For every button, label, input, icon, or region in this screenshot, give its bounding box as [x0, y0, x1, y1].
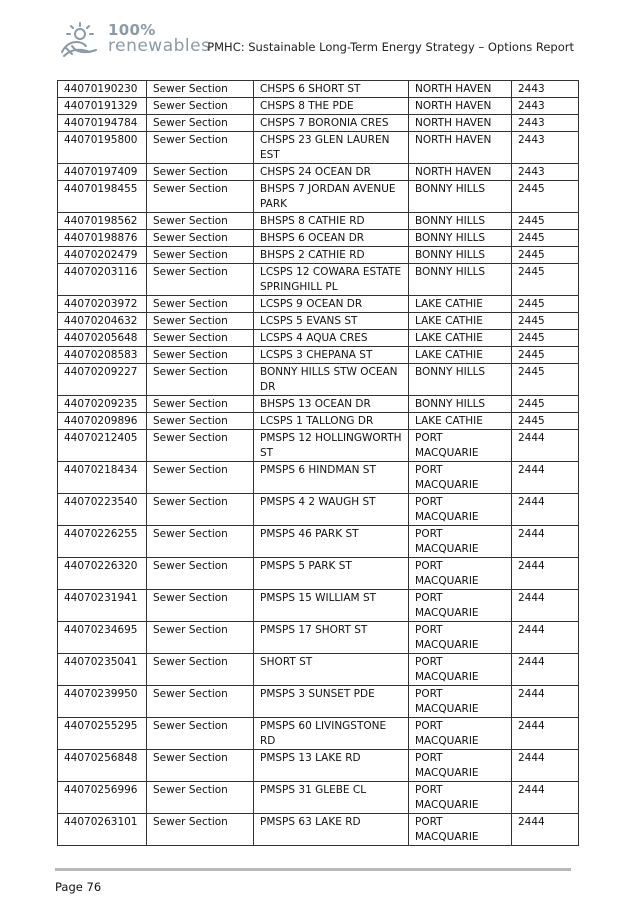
site-name-cell: BHSPS 2 CATHIE RD: [254, 247, 409, 264]
site-name-cell: PMSPS 17 SHORT ST: [254, 622, 409, 654]
postcode-cell: 2444: [512, 782, 579, 814]
suburb-cell: PORT MACQUARIE: [409, 654, 512, 686]
site-name-cell: PMSPS 15 WILLIAM ST: [254, 590, 409, 622]
postcode-cell: 2444: [512, 494, 579, 526]
nmi-cell: 44070218434: [58, 462, 147, 494]
section-cell: Sewer Section: [147, 115, 254, 132]
postcode-cell: 2445: [512, 181, 579, 213]
table-row: [58, 98, 579, 115]
site-name-cell: BONNY HILLS STW OCEAN DR: [254, 364, 409, 396]
suburb-cell: BONNY HILLS: [409, 213, 512, 230]
site-name-cell: LCSPS 5 EVANS ST: [254, 313, 409, 330]
postcode-cell: 2445: [512, 247, 579, 264]
table-row: [58, 526, 579, 558]
table-row: [58, 430, 579, 462]
suburb-cell: NORTH HAVEN: [409, 81, 512, 98]
table-row: [58, 347, 579, 364]
section-cell: Sewer Section: [147, 213, 254, 230]
postcode-cell: 2444: [512, 686, 579, 718]
suburb-cell: PORT MACQUARIE: [409, 814, 512, 846]
table-row: [58, 686, 579, 718]
section-cell: Sewer Section: [147, 396, 254, 413]
site-name-cell: LCSPS 9 OCEAN DR: [254, 296, 409, 313]
suburb-cell: LAKE CATHIE: [409, 313, 512, 330]
site-name-cell: LCSPS 4 AQUA CRES: [254, 330, 409, 347]
section-cell: Sewer Section: [147, 132, 254, 164]
section-cell: Sewer Section: [147, 181, 254, 213]
suburb-cell: PORT MACQUARIE: [409, 494, 512, 526]
logo-line-2: renewables: [108, 36, 211, 56]
nmi-cell: 44070203116: [58, 264, 147, 296]
suburb-cell: PORT MACQUARIE: [409, 558, 512, 590]
postcode-cell: 2445: [512, 347, 579, 364]
site-name-cell: PMSPS 63 LAKE RD: [254, 814, 409, 846]
section-cell: Sewer Section: [147, 686, 254, 718]
postcode-cell: 2445: [512, 413, 579, 430]
section-cell: Sewer Section: [147, 654, 254, 686]
table-row: [58, 264, 579, 296]
section-cell: Sewer Section: [147, 718, 254, 750]
table-row: [58, 313, 579, 330]
table-row: [58, 115, 579, 132]
table-row: [58, 494, 579, 526]
section-cell: Sewer Section: [147, 164, 254, 181]
postcode-cell: 2443: [512, 164, 579, 181]
nmi-cell: 44070204632: [58, 313, 147, 330]
postcode-cell: 2445: [512, 396, 579, 413]
site-name-cell: LCSPS 3 CHEPANA ST: [254, 347, 409, 364]
nmi-cell: 44070256996: [58, 782, 147, 814]
site-name-cell: BHSPS 8 CATHIE RD: [254, 213, 409, 230]
site-name-cell: BHSPS 13 OCEAN DR: [254, 396, 409, 413]
table-row: [58, 213, 579, 230]
section-cell: Sewer Section: [147, 313, 254, 330]
table-row: [58, 814, 579, 846]
nmi-cell: 44070256848: [58, 750, 147, 782]
sun-leaf-logo-icon: [58, 22, 102, 60]
postcode-cell: 2444: [512, 430, 579, 462]
postcode-cell: 2444: [512, 718, 579, 750]
nmi-cell: 44070226255: [58, 526, 147, 558]
suburb-cell: NORTH HAVEN: [409, 98, 512, 115]
suburb-cell: PORT MACQUARIE: [409, 686, 512, 718]
table-row: [58, 750, 579, 782]
section-cell: Sewer Section: [147, 330, 254, 347]
postcode-cell: 2445: [512, 213, 579, 230]
nmi-cell: 44070239950: [58, 686, 147, 718]
postcode-cell: 2445: [512, 264, 579, 296]
suburb-cell: LAKE CATHIE: [409, 413, 512, 430]
site-name-cell: PMSPS 4 2 WAUGH ST: [254, 494, 409, 526]
table-row: [58, 330, 579, 347]
section-cell: Sewer Section: [147, 462, 254, 494]
nmi-cell: 44070226320: [58, 558, 147, 590]
postcode-cell: 2443: [512, 115, 579, 132]
table-row: [58, 181, 579, 213]
nmi-cell: 44070235041: [58, 654, 147, 686]
suburb-cell: LAKE CATHIE: [409, 347, 512, 364]
report-title: PMHC: Sustainable Long-Term Energy Strategy – Options Report: [207, 40, 574, 54]
table-row: [58, 230, 579, 247]
nmi-cell: 44070194784: [58, 115, 147, 132]
table-row: [58, 396, 579, 413]
suburb-cell: PORT MACQUARIE: [409, 526, 512, 558]
nmi-cell: 44070212405: [58, 430, 147, 462]
suburb-cell: PORT MACQUARIE: [409, 430, 512, 462]
nmi-cell: 44070209227: [58, 364, 147, 396]
suburb-cell: PORT MACQUARIE: [409, 462, 512, 494]
postcode-cell: 2444: [512, 462, 579, 494]
table-row: [58, 164, 579, 181]
site-name-cell: PMSPS 31 GLEBE CL: [254, 782, 409, 814]
table-row: [58, 558, 579, 590]
section-cell: Sewer Section: [147, 413, 254, 430]
table-row: [58, 782, 579, 814]
nmi-cell: 44070198876: [58, 230, 147, 247]
nmi-cell: 44070198455: [58, 181, 147, 213]
postcode-cell: 2444: [512, 526, 579, 558]
suburb-cell: NORTH HAVEN: [409, 164, 512, 181]
section-cell: Sewer Section: [147, 622, 254, 654]
nmi-cell: 44070191329: [58, 98, 147, 115]
site-name-cell: PMSPS 3 SUNSET PDE: [254, 686, 409, 718]
table-row: [58, 296, 579, 313]
postcode-cell: 2445: [512, 230, 579, 247]
site-name-cell: BHSPS 7 JORDAN AVENUE PARK: [254, 181, 409, 213]
table-row: [58, 654, 579, 686]
nmi-cell: 44070195800: [58, 132, 147, 164]
table-row: [58, 247, 579, 264]
site-name-cell: CHSPS 24 OCEAN DR: [254, 164, 409, 181]
footer-divider: [55, 868, 571, 871]
site-name-cell: BHSPS 6 OCEAN DR: [254, 230, 409, 247]
site-name-cell: PMSPS 13 LAKE RD: [254, 750, 409, 782]
page-number: Page 76: [55, 880, 102, 894]
nmi-cell: 44070231941: [58, 590, 147, 622]
suburb-cell: PORT MACQUARIE: [409, 622, 512, 654]
site-name-cell: PMSPS 60 LIVINGSTONE RD: [254, 718, 409, 750]
section-cell: Sewer Section: [147, 558, 254, 590]
site-name-cell: LCSPS 1 TALLONG DR: [254, 413, 409, 430]
postcode-cell: 2445: [512, 296, 579, 313]
section-cell: Sewer Section: [147, 782, 254, 814]
section-cell: Sewer Section: [147, 526, 254, 558]
site-name-cell: LCSPS 12 COWARA ESTATE SPRINGHILL PL: [254, 264, 409, 296]
postcode-cell: 2443: [512, 81, 579, 98]
site-name-cell: SHORT ST: [254, 654, 409, 686]
logo: [58, 20, 218, 60]
suburb-cell: PORT MACQUARIE: [409, 750, 512, 782]
site-name-cell: PMSPS 5 PARK ST: [254, 558, 409, 590]
table-row: [58, 590, 579, 622]
section-cell: Sewer Section: [147, 814, 254, 846]
suburb-cell: PORT MACQUARIE: [409, 718, 512, 750]
section-cell: Sewer Section: [147, 81, 254, 98]
nmi-cell: 44070234695: [58, 622, 147, 654]
table-row: [58, 81, 579, 98]
suburb-cell: LAKE CATHIE: [409, 296, 512, 313]
nmi-cell: 44070197409: [58, 164, 147, 181]
section-cell: Sewer Section: [147, 364, 254, 396]
section-cell: Sewer Section: [147, 296, 254, 313]
table-row: [58, 413, 579, 430]
table-row: [58, 364, 579, 396]
nmi-cell: 44070205648: [58, 330, 147, 347]
suburb-cell: NORTH HAVEN: [409, 132, 512, 164]
site-name-cell: CHSPS 23 GLEN LAUREN EST: [254, 132, 409, 164]
nmi-cell: 44070208583: [58, 347, 147, 364]
suburb-cell: PORT MACQUARIE: [409, 590, 512, 622]
suburb-cell: BONNY HILLS: [409, 264, 512, 296]
suburb-cell: BONNY HILLS: [409, 364, 512, 396]
section-cell: Sewer Section: [147, 230, 254, 247]
postcode-cell: 2443: [512, 132, 579, 164]
section-cell: Sewer Section: [147, 247, 254, 264]
table-row: [58, 462, 579, 494]
site-name-cell: PMSPS 12 HOLLINGWORTH ST: [254, 430, 409, 462]
section-cell: Sewer Section: [147, 750, 254, 782]
nmi-cell: 44070255295: [58, 718, 147, 750]
section-cell: Sewer Section: [147, 494, 254, 526]
suburb-cell: BONNY HILLS: [409, 181, 512, 213]
postcode-cell: 2445: [512, 330, 579, 347]
nmi-cell: 44070223540: [58, 494, 147, 526]
section-cell: Sewer Section: [147, 430, 254, 462]
postcode-cell: 2445: [512, 364, 579, 396]
postcode-cell: 2444: [512, 814, 579, 846]
asset-table: [57, 80, 579, 846]
postcode-cell: 2444: [512, 622, 579, 654]
section-cell: Sewer Section: [147, 264, 254, 296]
postcode-cell: 2443: [512, 98, 579, 115]
table-row: [58, 132, 579, 164]
site-name-cell: PMSPS 6 HINDMAN ST: [254, 462, 409, 494]
section-cell: Sewer Section: [147, 98, 254, 115]
suburb-cell: LAKE CATHIE: [409, 330, 512, 347]
postcode-cell: 2444: [512, 558, 579, 590]
suburb-cell: BONNY HILLS: [409, 396, 512, 413]
asset-table-body: [58, 81, 579, 846]
page-header: [50, 20, 580, 60]
nmi-cell: 44070209896: [58, 413, 147, 430]
nmi-cell: 44070202479: [58, 247, 147, 264]
nmi-cell: 44070198562: [58, 213, 147, 230]
postcode-cell: 2444: [512, 750, 579, 782]
nmi-cell: 44070190230: [58, 81, 147, 98]
postcode-cell: 2444: [512, 590, 579, 622]
table-row: [58, 718, 579, 750]
nmi-cell: 44070203972: [58, 296, 147, 313]
nmi-cell: 44070263101: [58, 814, 147, 846]
suburb-cell: BONNY HILLS: [409, 247, 512, 264]
site-name-cell: CHSPS 8 THE PDE: [254, 98, 409, 115]
suburb-cell: NORTH HAVEN: [409, 115, 512, 132]
site-name-cell: PMSPS 46 PARK ST: [254, 526, 409, 558]
logo-line-1: 100%: [108, 21, 156, 39]
section-cell: Sewer Section: [147, 590, 254, 622]
table-row: [58, 622, 579, 654]
nmi-cell: 44070209235: [58, 396, 147, 413]
postcode-cell: 2444: [512, 654, 579, 686]
site-name-cell: CHSPS 7 BORONIA CRES: [254, 115, 409, 132]
suburb-cell: PORT MACQUARIE: [409, 782, 512, 814]
section-cell: Sewer Section: [147, 347, 254, 364]
postcode-cell: 2445: [512, 313, 579, 330]
site-name-cell: CHSPS 6 SHORT ST: [254, 81, 409, 98]
suburb-cell: BONNY HILLS: [409, 230, 512, 247]
